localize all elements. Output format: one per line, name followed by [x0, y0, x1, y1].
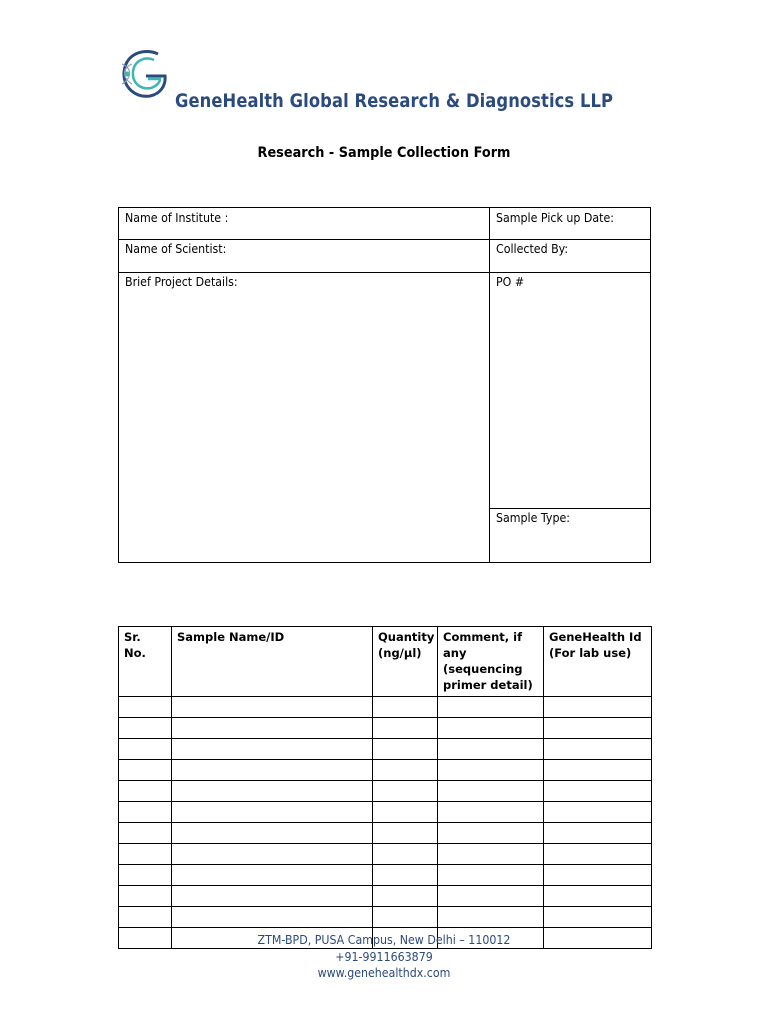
field-sample-type[interactable]: Sample Type:	[496, 511, 570, 525]
footer-address: ZTM-BPD, PUSA Campus, New Delhi – 110012	[257, 933, 511, 947]
collection-info-table	[118, 207, 651, 563]
table-row	[119, 907, 652, 928]
table-cell[interactable]	[373, 781, 438, 802]
table-cell[interactable]	[544, 886, 652, 907]
table-cell[interactable]	[373, 844, 438, 865]
table-row	[119, 865, 652, 886]
table-cell[interactable]	[544, 907, 652, 928]
table-cell[interactable]	[544, 802, 652, 823]
table-cell[interactable]	[119, 739, 172, 760]
table-cell[interactable]	[373, 823, 438, 844]
table-row	[119, 781, 652, 802]
footer-contact	[0, 932, 768, 982]
table-cell[interactable]	[172, 760, 373, 781]
sample-table	[118, 626, 652, 949]
table-cell[interactable]	[438, 865, 544, 886]
table-cell[interactable]	[119, 823, 172, 844]
table-cell[interactable]	[373, 697, 438, 718]
table-cell[interactable]	[438, 718, 544, 739]
table-cell[interactable]	[119, 886, 172, 907]
table-row	[119, 823, 652, 844]
table-row	[119, 739, 652, 760]
table-cell[interactable]	[119, 865, 172, 886]
table-cell[interactable]	[544, 739, 652, 760]
table-cell[interactable]	[172, 886, 373, 907]
field-collected-by[interactable]: Collected By:	[496, 242, 569, 256]
table-cell[interactable]	[373, 865, 438, 886]
table-cell[interactable]	[544, 823, 652, 844]
table-cell[interactable]	[544, 865, 652, 886]
table-cell[interactable]	[119, 781, 172, 802]
column-header-sr-no: Sr. No.	[119, 627, 172, 697]
table-cell[interactable]	[373, 802, 438, 823]
table-cell[interactable]	[544, 718, 652, 739]
table-cell[interactable]	[438, 781, 544, 802]
table-cell[interactable]	[119, 718, 172, 739]
table-row	[119, 760, 652, 781]
form-title: Research - Sample Collection Form	[257, 145, 511, 161]
table-cell[interactable]	[373, 907, 438, 928]
table-row	[119, 718, 652, 739]
table-cell[interactable]	[373, 760, 438, 781]
column-header-quantity: Quantity (ng/µl)	[373, 627, 438, 697]
table-cell[interactable]	[172, 802, 373, 823]
table-row	[119, 844, 652, 865]
column-header-genehealth-id: GeneHealth Id (For lab use)	[544, 627, 652, 697]
table-cell[interactable]	[438, 907, 544, 928]
table-cell[interactable]	[119, 844, 172, 865]
footer-phone: +91-9911663879	[335, 949, 433, 964]
table-cell[interactable]	[172, 697, 373, 718]
table-cell[interactable]	[544, 697, 652, 718]
table-cell[interactable]	[438, 886, 544, 907]
field-institute[interactable]: Name of Institute :	[125, 211, 229, 225]
column-header-comment: Comment, if any (sequencing primer detail)	[438, 627, 544, 697]
table-row	[119, 697, 652, 718]
table-cell[interactable]	[172, 718, 373, 739]
table-cell[interactable]	[438, 739, 544, 760]
table-cell[interactable]	[544, 844, 652, 865]
footer-website[interactable]: www.genehealthdx.com	[317, 966, 451, 980]
table-cell[interactable]	[172, 739, 373, 760]
table-cell[interactable]	[172, 823, 373, 844]
table-cell[interactable]	[172, 865, 373, 886]
table-cell[interactable]	[119, 760, 172, 781]
table-cell[interactable]	[172, 844, 373, 865]
table-cell[interactable]	[438, 802, 544, 823]
table-cell[interactable]	[373, 886, 438, 907]
table-row	[119, 802, 652, 823]
field-pickup-date[interactable]: Sample Pick up Date:	[496, 211, 614, 225]
column-header-sample-name: Sample Name/ID	[172, 627, 373, 697]
table-cell[interactable]	[373, 718, 438, 739]
table-cell[interactable]	[119, 802, 172, 823]
field-scientist[interactable]: Name of Scientist:	[125, 242, 227, 256]
table-cell[interactable]	[438, 844, 544, 865]
genehealth-g-logo-icon	[118, 46, 170, 102]
company-name: GeneHealth Global Research & Diagnostics LLP	[175, 90, 614, 112]
table-cell[interactable]	[438, 823, 544, 844]
table-cell[interactable]	[172, 907, 373, 928]
table-cell[interactable]	[373, 739, 438, 760]
field-po-number[interactable]: PO #	[496, 275, 525, 289]
table-header-row	[119, 627, 652, 697]
table-row	[119, 886, 652, 907]
table-cell[interactable]	[172, 781, 373, 802]
table-cell[interactable]	[544, 781, 652, 802]
table-cell[interactable]	[119, 907, 172, 928]
field-project-details[interactable]: Brief Project Details:	[125, 275, 238, 289]
table-cell[interactable]	[438, 697, 544, 718]
table-cell[interactable]	[544, 760, 652, 781]
table-cell[interactable]	[119, 697, 172, 718]
table-cell[interactable]	[438, 760, 544, 781]
